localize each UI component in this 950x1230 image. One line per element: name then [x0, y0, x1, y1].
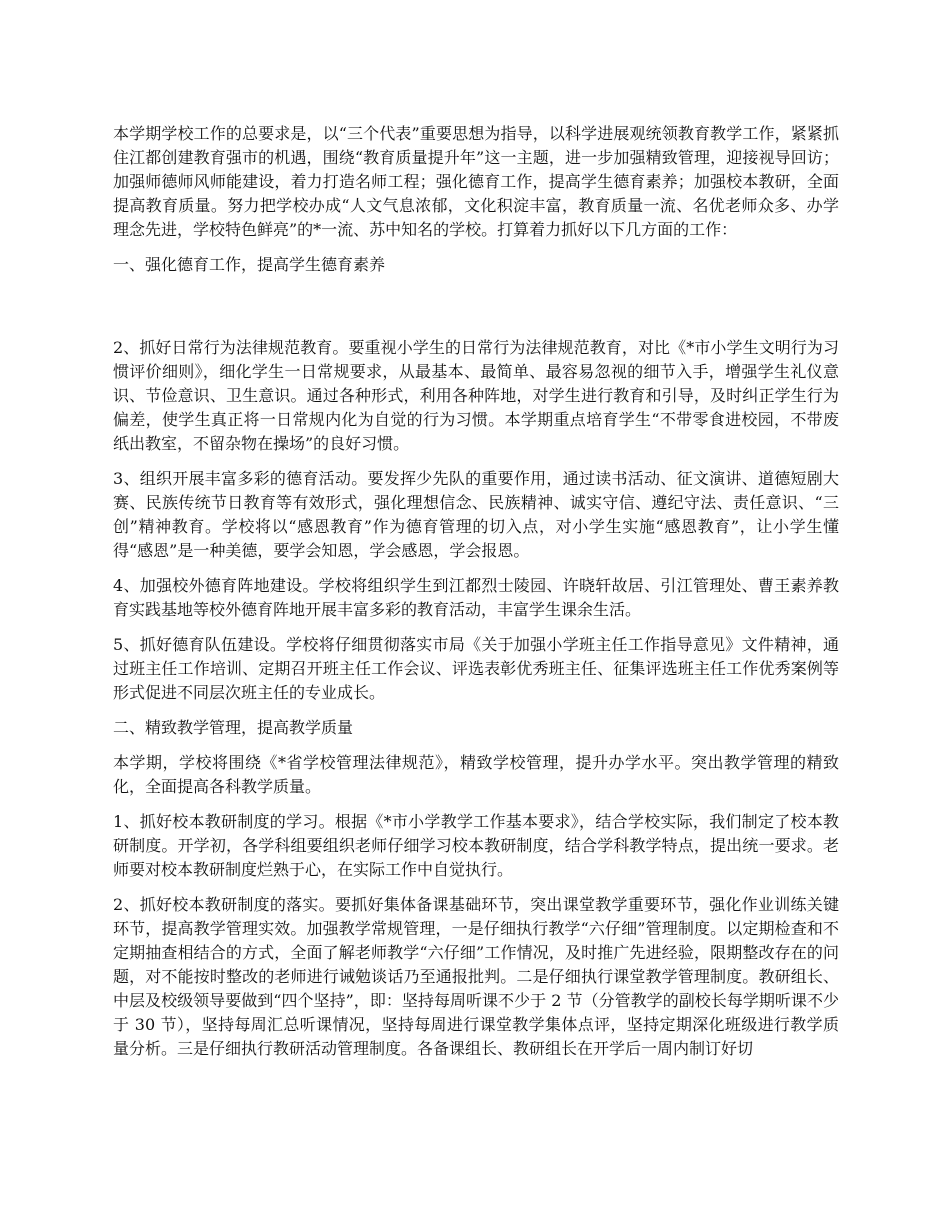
- paragraph-behavior-norms: 2、抓好日常行为法律规范教育。要重视小学生的日常行为法律规范教育，对比《*市小学生文明行为习惯评价细则》，细化学生一日常规要求，从最基本、最简单、最容易忽视的细节入手，增强学生礼仪意识、节俭意识、卫生意识。通过各种形式，利用各种阵地，对学生进行教育和引导，及时纠正学生行为偏差，使学生真正将一日常规内化为自觉的行为习惯。本学期重点培育学生“不带零食进校园，不带废纸出教室，不留杂物在操场”的良好习惯。: [113, 338, 839, 453]
- paragraph-moral-activities: 3、组织开展丰富多彩的德育活动。要发挥少先队的重要作用，通过读书活动、征文演讲、道德短剧大赛、民族传统节日教育等有效形式，强化理想信念、民族精神、诚实守信、遵纪守法、责任意识、“三创”精神教育。学校将以“感恩教育”作为德育管理的切入点，对小学生实施“感恩教育”，让小学生懂得“感恩”是一种美德，要学会知恩，学会感恩，学会报恩。: [113, 469, 839, 560]
- blank-space: [113, 288, 839, 336]
- document-page: [113, 122, 839, 1072]
- section-heading-teaching-management: 二、精致教学管理，提高教学质量: [113, 718, 354, 737]
- paragraph-team-building: 5、抓好德育队伍建设。学校将仔细贯彻落实市局《关于加强小学班主任工作指导意见》文件精神，通过班主任工作培训、定期召开班主任工作会议、评选表彰优秀班主任、征集评选班主任工作优秀案例等形式促进不同层次班主任的专业成长。: [113, 635, 839, 702]
- paragraph-research-study: 1、抓好校本教研制度的学习。根据《*市小学教学工作基本要求》，结合学校实际，我们制定了校本教研制度。开学初，各学科组要组织老师仔细学习校本教研制度，结合学科教学特点，提出统一要求。老师要对校本教研制度烂熟于心，在实际工作中自觉执行。: [113, 812, 839, 879]
- section-heading-moral-education: 一、强化德育工作，提高学生德育素养: [113, 255, 386, 274]
- paragraph-teaching-overview: 本学期，学校将围绕《*省学校管理法律规范》，精致学校管理，提升办学水平。突出教学管理的精致化，全面提高各科教学质量。: [113, 753, 839, 796]
- intro-paragraph: 本学期学校工作的总要求是，以“三个代表”重要思想为指导，以科学进展观统领教育教学工作，紧紧抓住江都创建教育强市的机遇，围绕“教育质量提升年”这一主题，进一步加强精致管理，迎接视导回访；加强师德师风师能建设，着力打造名师工程；强化德育工作，提高学生德育素养；加强校本教研，全面提高教育质量。努力把学校办成“人文气息浓郁，文化积淀丰富，教育质量一流、名优老师众多、办学理念先进，学校特色鲜亮”的*一流、苏中知名的学校。打算着力抓好以下几方面的工作：: [113, 124, 839, 239]
- paragraph-research-implementation: 2、抓好校本教研制度的落实。要抓好集体备课基础环节，突出课堂教学重要环节，强化作业训练关键环节，提高教学管理实效。加强教学常规管理，一是仔细执行教学“六仔细”管理制度。以定期检查和不定期抽查相结合的方式，全面了解老师教学“六仔细”工作情况，及时推广先进经验，限期整改存在的问题，对不能按时整改的老师进行诫勉谈话乃至通报批判。二是仔细执行课堂教学管理制度。教研组长、中层及校级领导要做到“四个坚持”，即：坚持每周听课不少于 2 节（分管教学的副校长每学期听课不少于 30 节），坚持每周汇总听课情况，坚持每周进行课堂教学集体点评，坚持定期深化班级进行教学质量分析。三是仔细执行教研活动管理制度。各备课组长、教研组长在开学后一周内制订好切: [113, 895, 839, 1058]
- paragraph-outdoor-bases: 4、加强校外德育阵地建设。学校将组织学生到江都烈士陵园、许晓轩故居、引江管理处、曹王素养教育实践基地等校外德育阵地开展丰富多彩的教育活动，丰富学生课余生活。: [113, 576, 839, 619]
